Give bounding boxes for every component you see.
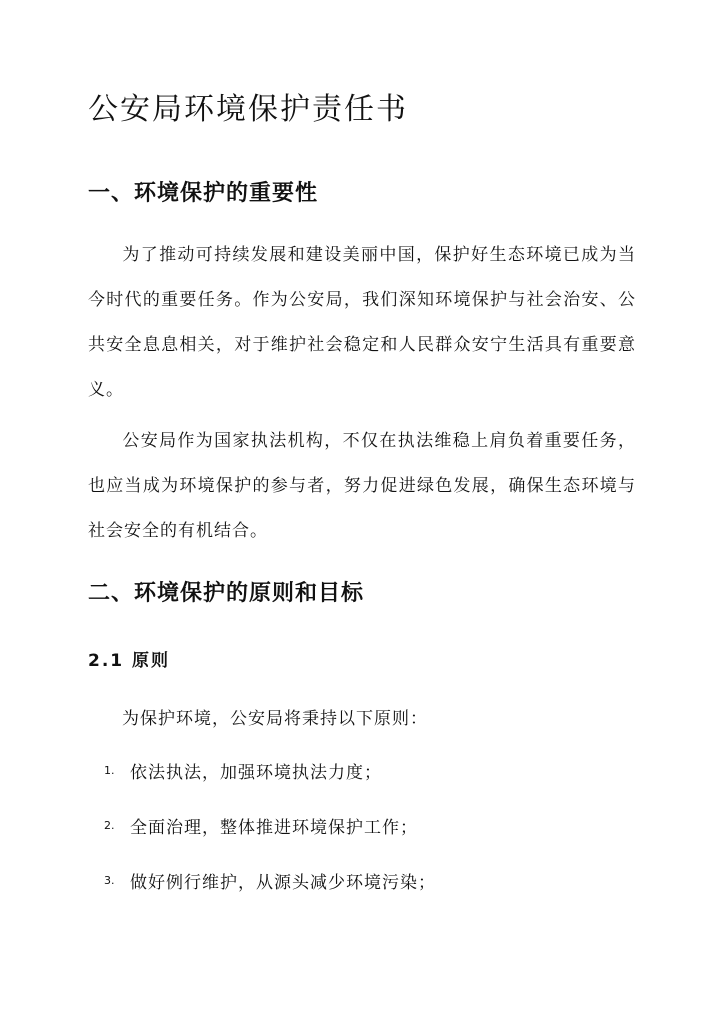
- list-item: [104, 758, 382, 783]
- list-item-number: 2.: [104, 819, 115, 832]
- list-item-text: 做好例行维护，从源头减少环境污染；: [130, 873, 436, 893]
- paragraph-importance-2: [88, 419, 636, 554]
- list-item: [104, 868, 436, 893]
- paragraph-text: 公安局作为国家执法机构，不仅在执法维稳上肩负着重要任务，也应当成为环境保护的参与者，努力促进绿色发展，确保生态环境与社会安全的有机结合。: [88, 431, 636, 541]
- section-heading-principles: 二、环境保护的原则和目标: [88, 581, 365, 606]
- paragraph-text: 为了推动可持续发展和建设美丽中国，保护好生态环境已成为当今时代的重要任务。作为公安局，我们深知环境保护与社会治安、公共安全息息相关，对于维护社会稳定和人民群众安宁生活具有重要意义。: [88, 245, 636, 400]
- section-heading-importance: 一、环境保护的重要性: [88, 181, 319, 206]
- subsection-heading-principles: 2.1 原则: [88, 651, 171, 671]
- list-item-number: 3.: [104, 874, 115, 887]
- list-item-text: 全面治理，整体推进环境保护工作；: [130, 818, 418, 838]
- list-item-text: 依法执法，加强环境执法力度；: [130, 763, 382, 783]
- list-item-number: 1.: [104, 764, 115, 777]
- paragraph-importance-1: [88, 233, 636, 413]
- document-title: 公安局环境保护责任书: [88, 92, 408, 127]
- principles-intro: 为保护环境，公安局将秉持以下原则：: [122, 709, 428, 729]
- list-item: [104, 813, 418, 838]
